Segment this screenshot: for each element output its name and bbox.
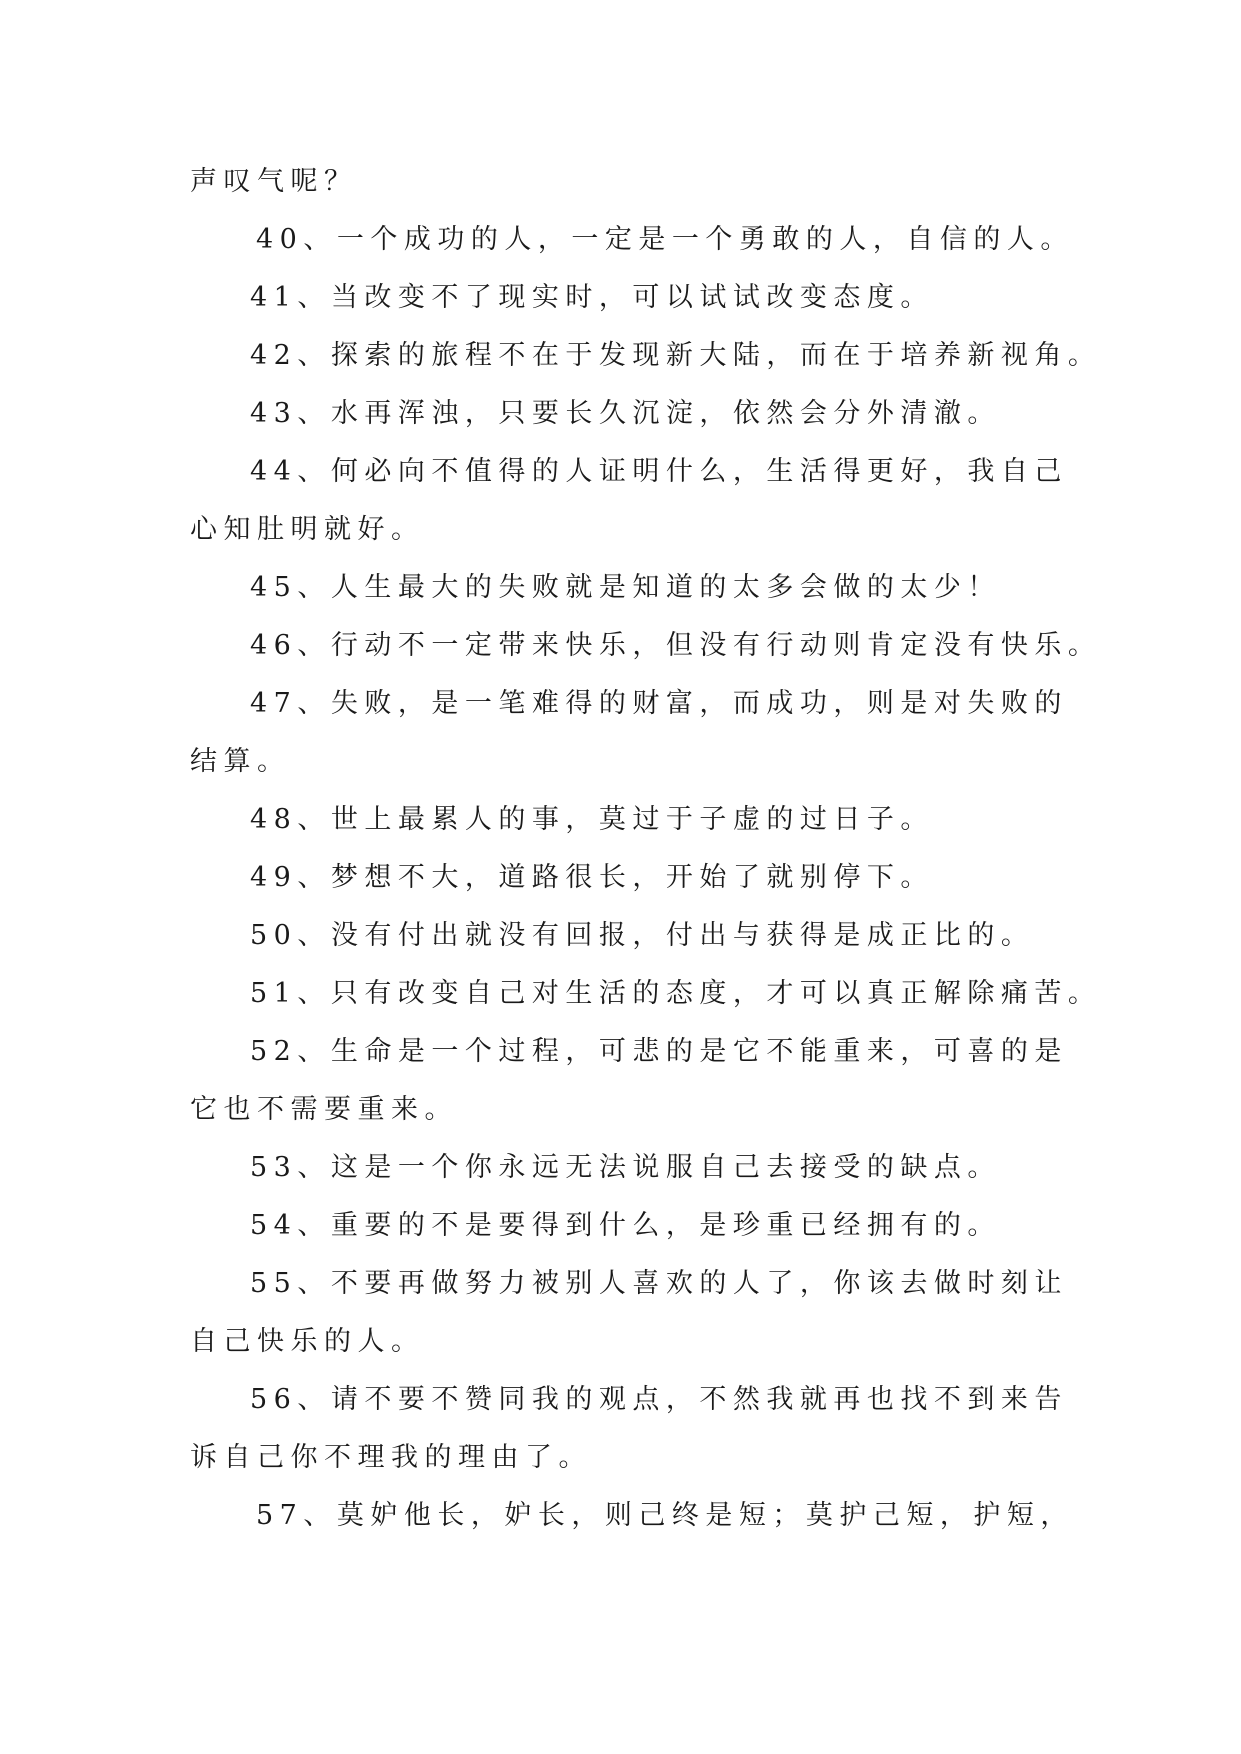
text-line: 47、失败，是一笔难得的财富，而成功，则是对失败的: [250, 688, 1068, 719]
text-line: 它也不需要重来。: [190, 1094, 458, 1125]
text-line: 42、探索的旅程不在于发现新大陆，而在于培养新视角。: [250, 340, 1102, 371]
text-line: 45、人生最大的失败就是知道的太多会做的太少！: [250, 572, 1001, 603]
text-line: 声叹气呢？: [190, 166, 358, 197]
text-line: 51、只有改变自己对生活的态度，才可以真正解除痛苦。: [250, 978, 1102, 1009]
text-line: 心知肚明就好。: [190, 514, 425, 545]
text-line: 自己快乐的人。: [190, 1326, 425, 1357]
text-line: 46、行动不一定带来快乐，但没有行动则肯定没有快乐。: [250, 630, 1102, 661]
text-line: 49、梦想不大，道路很长，开始了就别停下。: [250, 862, 934, 893]
text-line: 诉自己你不理我的理由了。: [190, 1442, 592, 1473]
text-line: 52、生命是一个过程，可悲的是它不能重来，可喜的是: [250, 1036, 1068, 1067]
text-line: 53、这是一个你永远无法说服自己去接受的缺点。: [250, 1152, 1001, 1183]
text-line: 55、不要再做努力被别人喜欢的人了，你该去做时刻让: [250, 1268, 1068, 1299]
text-line: 56、请不要不赞同我的观点，不然我就再也找不到来告: [250, 1384, 1068, 1415]
text-line: 44、何必向不值得的人证明什么，生活得更好，我自己: [250, 456, 1068, 487]
text-line: 54、重要的不是要得到什么，是珍重已经拥有的。: [250, 1210, 1001, 1241]
text-line: 43、水再浑浊，只要长久沉淀，依然会分外清澈。: [250, 398, 1001, 429]
text-line: 57、莫妒他长，妒长，则己终是短；莫护己短，护短，: [256, 1500, 1074, 1531]
text-line: 50、没有付出就没有回报，付出与获得是成正比的。: [250, 920, 1035, 951]
text-line: 结算。: [190, 746, 291, 777]
text-line: 40、一个成功的人，一定是一个勇敢的人，自信的人。: [256, 224, 1074, 255]
text-line: 48、世上最累人的事，莫过于子虚的过日子。: [250, 804, 934, 835]
text-line: 41、当改变不了现实时，可以试试改变态度。: [250, 282, 934, 313]
